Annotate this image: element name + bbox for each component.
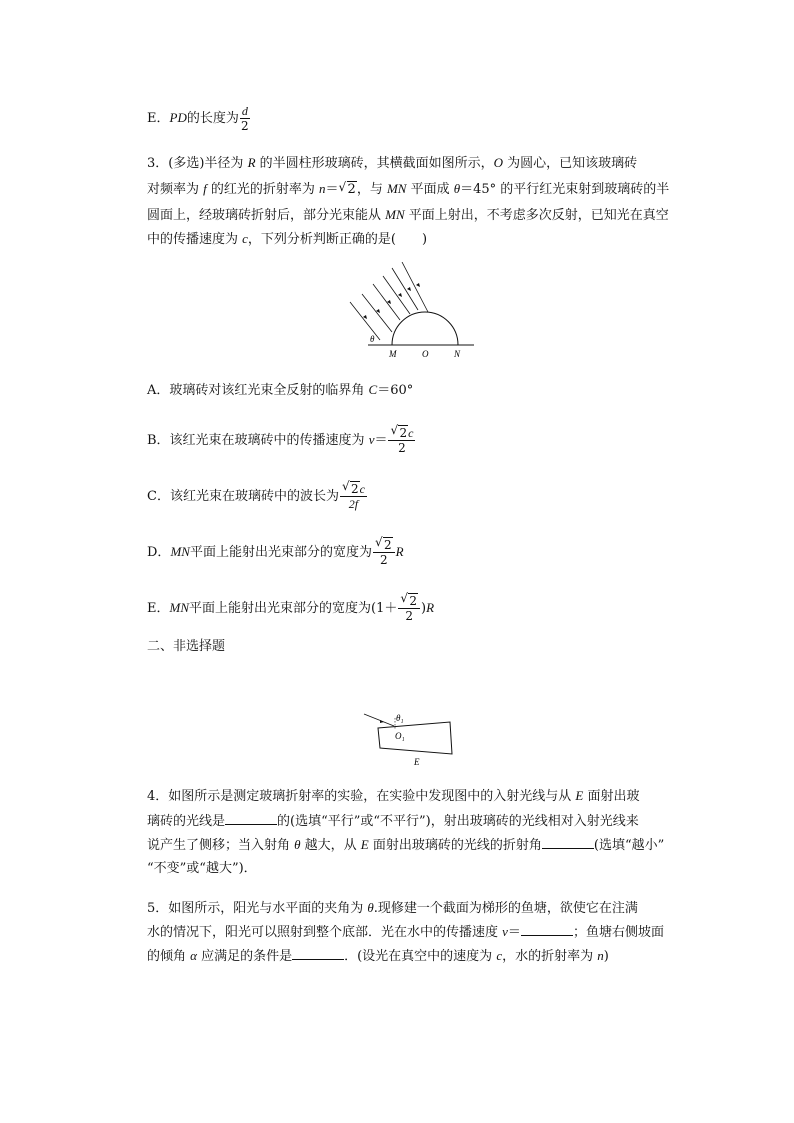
semicircle-figure	[340, 262, 480, 362]
q4-line-1: 4．如图所示是测定玻璃折射率的实验，在实验中发现图中的入射光线与从 E 面射出玻	[147, 788, 640, 804]
q4-line-3: 说产生了侧移；当入射角 θ 越大，从 E 面射出玻璃砖的光线的折射角 (选填“越小”	[147, 837, 665, 853]
q5-blank-1[interactable]	[521, 922, 573, 936]
m-label: M	[389, 349, 397, 359]
q3-line-3: 圆面上，经玻璃砖折射后，部分光束能从 MN 平面上射出，不考虑多次反射，已知光在真空	[147, 207, 669, 223]
q5-blank-2[interactable]	[292, 946, 344, 960]
o-label: O	[422, 349, 429, 359]
incident-ray	[364, 714, 394, 726]
theta1-label: θ₁	[396, 713, 404, 723]
q5-line-3: 的倾角 α 应满足的条件是 ．(设光在真空中的速度为 c，水的折射率为 n)	[147, 948, 609, 964]
q3-line-4: 中的传播速度为 c，下列分析判断正确的是( )	[147, 231, 428, 247]
option-e: E．MN平面上能射出光束部分的宽度为(1＋ √ 2 2 )R	[147, 591, 435, 623]
q4-blank-1[interactable]	[225, 811, 277, 825]
section-heading: 二、非选择题	[147, 639, 226, 654]
o1-label: O₁	[395, 731, 405, 741]
semicircle-glass	[392, 312, 458, 345]
q4-line-2: 璃砖的光线是 的(选填“平行”或“不平行”)，射出玻璃砖的光线相对入射光线来	[147, 811, 639, 832]
option-d: D．MN平面上能射出光束部分的宽度为 √ 2 2 R	[147, 535, 404, 567]
q5-line-2: 水的情况下，阳光可以照射到整个底部．光在水中的传播速度 v＝ ；鱼塘右侧坡面	[147, 924, 664, 940]
q5-line-1: 5．如图所示，阳光与水平面的夹角为 θ.现修建一个截面为梯形的鱼塘，欲使它在注满	[147, 900, 638, 916]
option-a: A．玻璃砖对该红光束全反射的临界角 C＝60°	[147, 382, 414, 398]
glass-block-figure	[362, 708, 462, 770]
prev-option-e: E．PD的长度为 $\frac{d}{2}$	[147, 104, 249, 133]
n-label: N	[454, 349, 461, 359]
option-c: C．该红光束在玻璃砖中的波长为 √ 2c 2f	[147, 479, 365, 511]
theta-label: θ	[370, 334, 375, 344]
glass-block	[378, 722, 452, 754]
q3-line-2: 对频率为 f 的红光的折射率为 n＝ √ 2，与 MN 平面成 θ＝45° 的平行红光束射到玻璃砖的半	[147, 180, 670, 197]
q3-line-1: 3．(多选)半径为 R 的半圆柱形玻璃砖，其横截面如图所示，O 为圆心，已知该玻璃砖	[147, 155, 638, 171]
q4-line-4: “不变”或“越大”)．	[147, 861, 257, 876]
option-b: B．该红光束在玻璃砖中的传播速度为 v＝ √ 2c 2	[147, 423, 414, 455]
q4-blank-2[interactable]	[542, 835, 594, 849]
e-label: E	[414, 757, 420, 767]
